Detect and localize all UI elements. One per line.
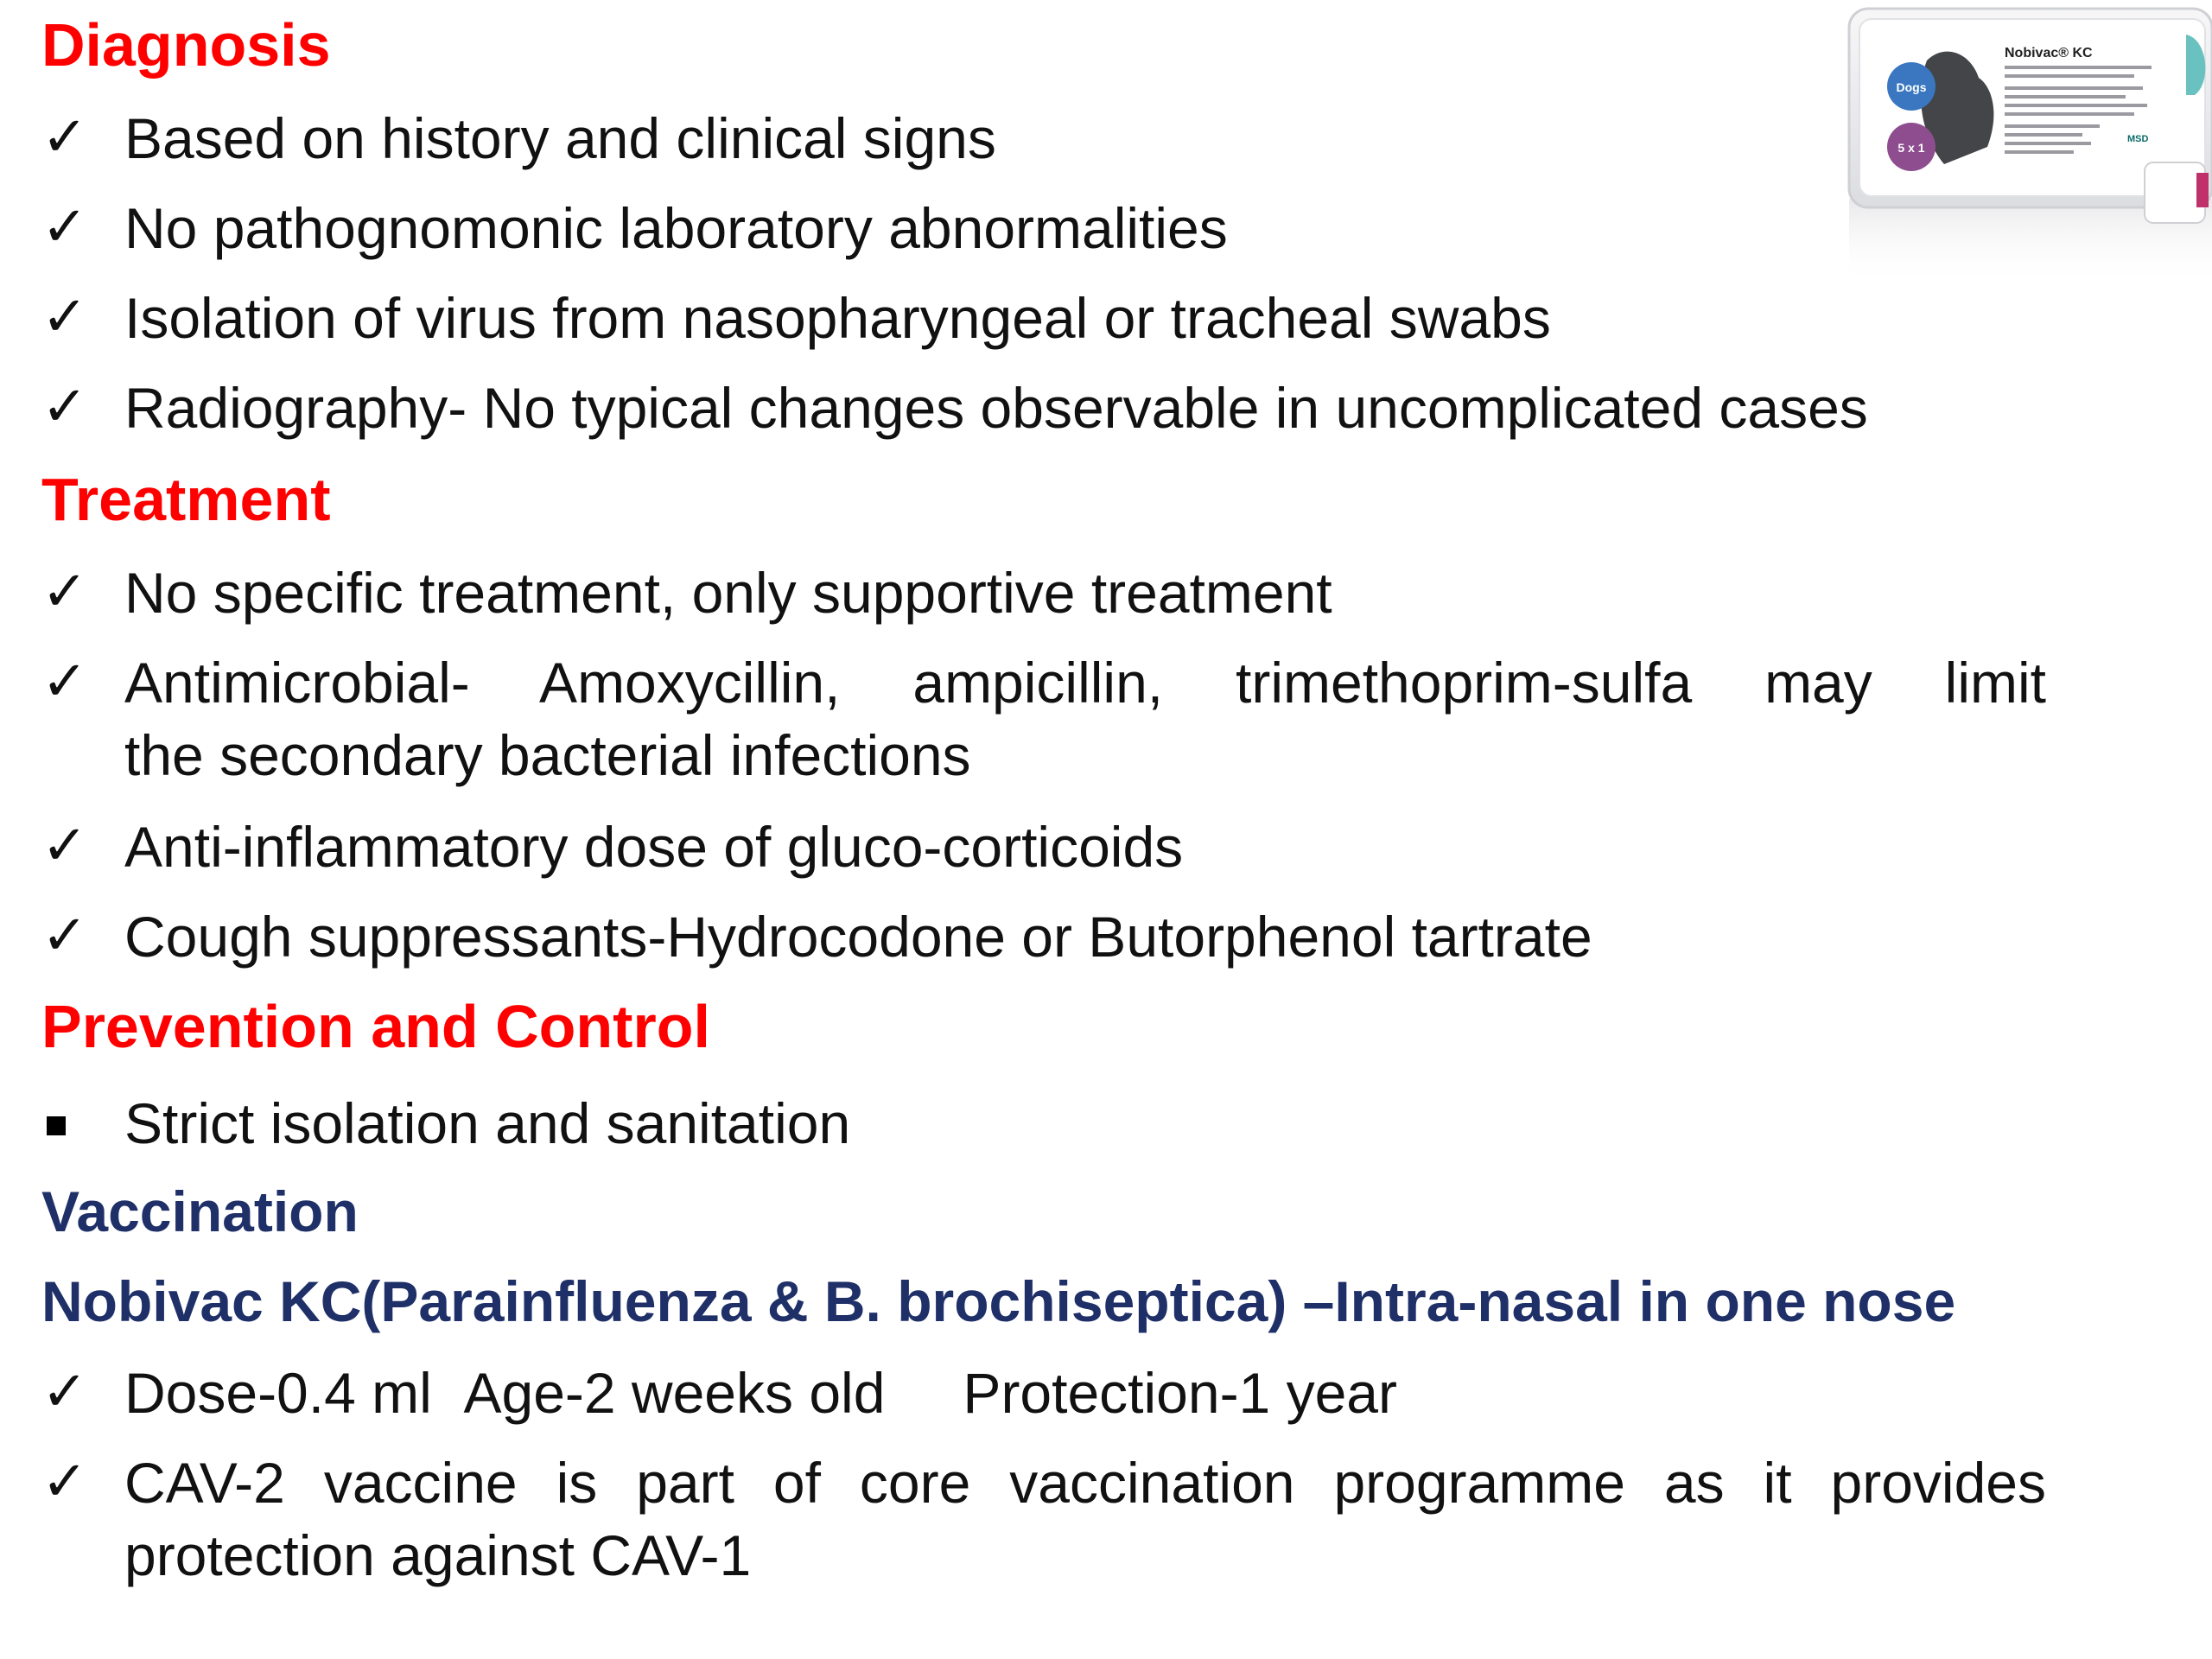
badge-bottom-text: 5 x 1 bbox=[1897, 141, 1925, 155]
check-icon: ✓ bbox=[41, 375, 88, 439]
check-icon: ✓ bbox=[41, 560, 88, 624]
check-icon: ✓ bbox=[41, 650, 88, 714]
treatment-heading: Treatment bbox=[41, 466, 331, 533]
vaccine-package-illustration bbox=[1840, 0, 2212, 285]
diagnosis-item-text: Radiography- No typical changes observable in uncomplicated cases bbox=[124, 376, 1868, 440]
prevention-item-text: Strict isolation and sanitation bbox=[124, 1091, 851, 1155]
diagnosis-item-text: No pathognomonic laboratory abnormalities bbox=[124, 196, 1228, 260]
cav-text-line1: CAV-2 vaccine is part of core vaccination programme as it provides bbox=[124, 1451, 2046, 1515]
vaccination-subheading: Nobivac KC(Parainfluenza & B. brochiseptica) –Intra-nasal in one nose bbox=[41, 1269, 1956, 1333]
protection-text: Protection-1 year bbox=[963, 1361, 1397, 1425]
diagnosis-heading: Diagnosis bbox=[41, 11, 331, 79]
treatment-item-text: No specific treatment, only supportive treatment bbox=[124, 561, 1332, 625]
check-icon: ✓ bbox=[41, 285, 88, 349]
check-icon: ✓ bbox=[41, 814, 88, 878]
vaccination-dose-line bbox=[124, 1360, 1397, 1426]
prevention-heading: Prevention and Control bbox=[41, 993, 710, 1060]
treatment-item-text: Cough suppressants-Hydrocodone or Butorphenol tartrate bbox=[124, 905, 1592, 969]
check-icon: ✓ bbox=[41, 195, 88, 259]
brand-text: Nobivac® KC bbox=[2005, 46, 2093, 60]
check-icon: ✓ bbox=[41, 1360, 88, 1424]
diagnosis-item-text: Isolation of virus from nasopharyngeal or tracheal swabs bbox=[124, 286, 1551, 350]
vaccination-heading: Vaccination bbox=[41, 1179, 359, 1243]
diagnosis-item-text: Based on history and clinical signs bbox=[124, 106, 996, 170]
dose-text: Dose-0.4 ml bbox=[124, 1361, 432, 1425]
square-bullet-icon bbox=[47, 1116, 66, 1135]
badge-top-text: Dogs bbox=[1896, 80, 1927, 94]
age-text: Age-2 weeks old bbox=[463, 1361, 886, 1425]
check-icon: ✓ bbox=[41, 1450, 88, 1514]
treatment-item-text: Anti-inflammatory dose of gluco-corticoids bbox=[124, 815, 1184, 879]
cav-text-line2: protection against CAV-1 bbox=[124, 1523, 752, 1587]
treatment-item-text: Antimicrobial- Amoxycillin, ampicillin, trimethoprim-sulfa may limit bbox=[124, 651, 2046, 715]
check-icon: ✓ bbox=[41, 904, 88, 968]
maker-text: MSD bbox=[2127, 134, 2149, 144]
check-icon: ✓ bbox=[41, 105, 88, 169]
treatment-item-text: the secondary bacterial infections bbox=[124, 723, 971, 787]
vaccine-package-image bbox=[1840, 0, 2212, 285]
